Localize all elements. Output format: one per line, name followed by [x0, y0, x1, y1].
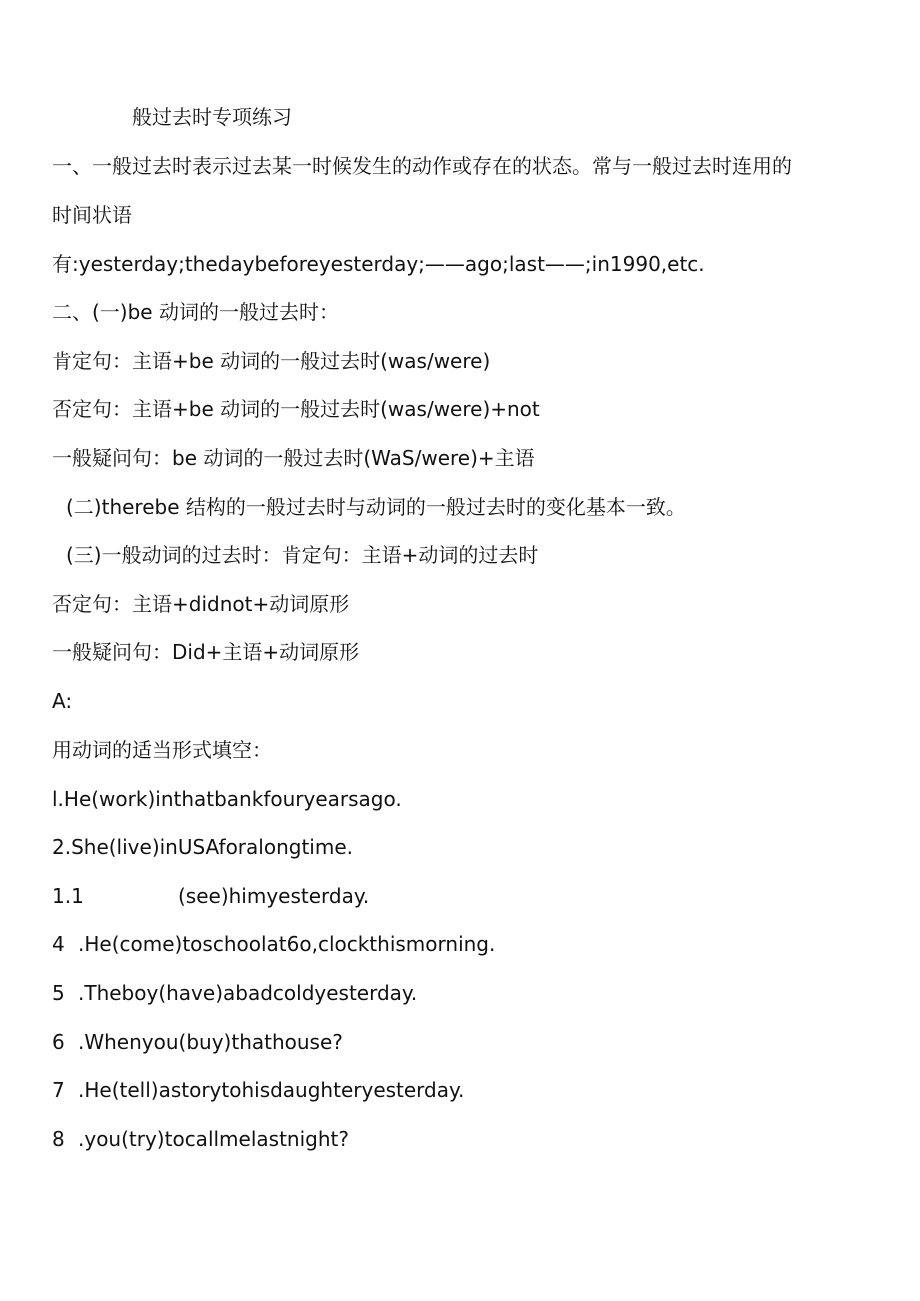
exercise-item-7-text: .He(tell)astorytohisdaughteryesterday. — [78, 1078, 465, 1102]
exercise-item-1: l.He(work)inthatbankfouryearsago. — [52, 787, 402, 811]
exercise-item-3-number: 1.1 — [52, 884, 84, 908]
exercise-item-6-number: 6 — [52, 1030, 65, 1054]
exercise-instruction: 用动词的适当形式填空： — [52, 738, 272, 762]
exercise-label: A: — [52, 689, 73, 713]
exercise-item-4-text: .He(come)toschoolat6o,clockthismorning. — [78, 932, 496, 956]
there-be-rule: (二)therebe 结构的一般过去时与动词的一般过去时的变化基本一致。 — [66, 495, 686, 519]
intro-line-1: 一、一般过去时表示过去某一时候发生的动作或存在的状态。常与一般过去时连用的 — [52, 154, 792, 178]
exercise-item-8-number: 8 — [52, 1127, 65, 1151]
exercise-item-5-number: 5 — [52, 981, 65, 1005]
intro-line-3: 有:yesterday;thedaybeforeyesterday;——ago;last——;in1990,etc. — [52, 252, 705, 276]
exercise-item-2: 2.She(live)inUSAforalongtime. — [52, 835, 353, 859]
exercise-item-7-number: 7 — [52, 1078, 65, 1102]
exercise-item-6-text: .Whenyou(buy)thathouse? — [78, 1030, 343, 1054]
be-affirmative-rule: 肯定句：主语+be 动词的一般过去时(was/were) — [52, 349, 491, 373]
exercise-item-3-text: (see)himyesterday. — [178, 884, 370, 908]
be-question-rule: 一般疑问句：be 动词的一般过去时(WaS/were)+主语 — [52, 446, 535, 470]
general-negative-rule: 否定句：主语+didnot+动词原形 — [52, 592, 350, 616]
general-verb-rule: (三)一般动词的过去时：肯定句：主语+动词的过去时 — [66, 543, 539, 567]
section-2-heading: 二、(一)be 动词的一般过去时： — [52, 300, 339, 324]
exercise-item-5-text: .Theboy(have)abadcoldyesterday. — [78, 981, 418, 1005]
page-title: 般过去时专项练习 — [132, 105, 292, 129]
intro-line-2: 时间状语 — [52, 203, 132, 227]
exercise-item-4-number: 4 — [52, 932, 65, 956]
be-negative-rule: 否定句：主语+be 动词的一般过去时(was/were)+not — [52, 397, 540, 421]
general-question-rule: 一般疑问句：Did+主语+动词原形 — [52, 640, 360, 664]
exercise-item-8-text: .you(try)tocallmelastnight? — [78, 1127, 349, 1151]
